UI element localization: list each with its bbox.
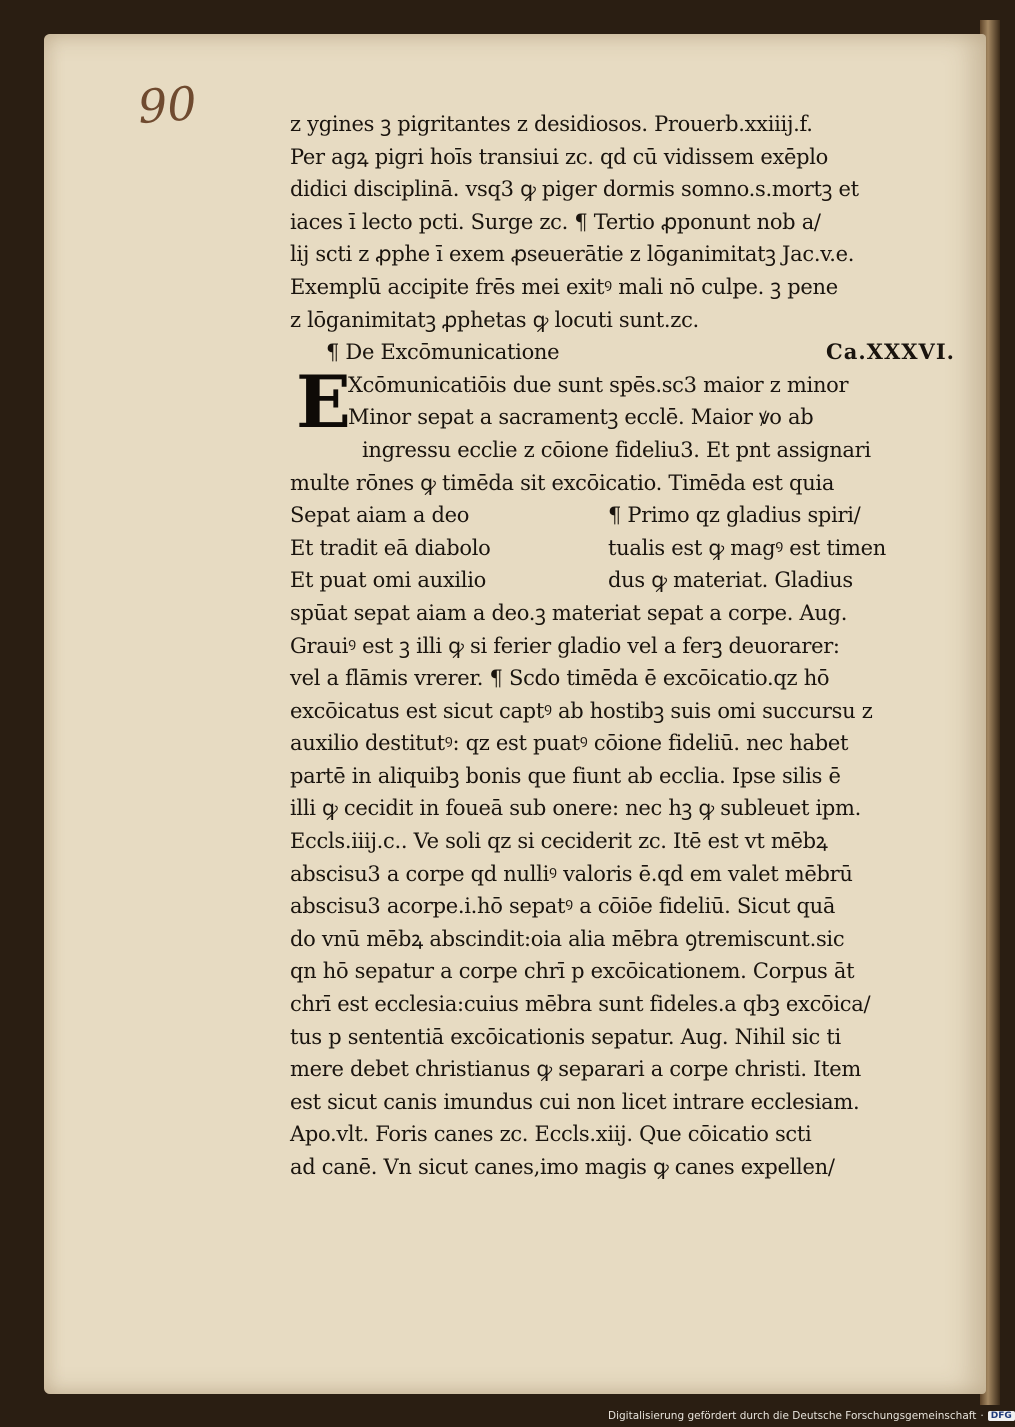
list-item: Et puat omi auxilio [290, 568, 486, 593]
list-item: Et tradit eā diabolo [290, 535, 491, 560]
text-line: vel a flāmis vrerer. ¶ Scdo timēda ē excōicatio.qz hō [290, 666, 830, 691]
text-line: multe rōnes ꝙ timēda sit excōicatio. Timēda est quia [290, 470, 835, 495]
text-line: tus p sententiā excōicationis sepatur. Aug. Nihil sic ti [290, 1024, 841, 1049]
text-line: Apo.vlt. Foris canes zc. Eccls.xiij. Que cōicatio scti [290, 1122, 812, 1147]
text-line: z lōganimitatꝫ ꝓphetas ꝙ locuti sunt.zc. [290, 307, 699, 332]
text-line: ¶ Primo qz gladius spiri/ [608, 503, 861, 528]
text-line: chrī est ecclesia:cuius mēbra sunt fideles.a qbꝫ excōica/ [290, 992, 871, 1017]
bottom-paragraph [290, 597, 955, 1184]
text-line: abscisu3 a corpe qd nulliꝰ valoris ē.qd em valet mēbrū [290, 861, 853, 886]
list-item: Sepat aiam a deo [290, 503, 470, 528]
funding-credit: Digitalisierung gefördert durch die Deutsche Forschungsgemeinschaft · DFG [608, 1410, 994, 1422]
initial-paragraph [290, 358, 955, 444]
chapter-number: Ca.XXXVI. [826, 339, 955, 365]
text-line: z ygines ꝫ pigritantes z desidiosos. Prouerb.xxiiij.f. [290, 112, 813, 136]
text-line: Minor sepat a sacramentꝫ ecclē. Maior ꝟo ab [348, 405, 814, 430]
text-line: illi ꝙ cecidit in foueā sub onere: nec hꝫ ꝙ subleuet ipm. [290, 796, 862, 821]
text-line: tualis est ꝙ magꝰ est timen [608, 535, 886, 560]
text-line: do vnū mēbꝝ abscindit:oia alia mēbra ꝯtremiscunt.sic [290, 926, 845, 951]
text-line: excōicatus est sicut captꝰ ab hostibꝫ suis omi succursu z [290, 698, 873, 723]
text-line: ad canē. Vn sicut canes,imo magis ꝙ canes expellen/ [290, 1155, 835, 1179]
text-block [290, 108, 955, 1184]
text-line: Eccls.iiij.c.. Ve soli qz si ceciderit zc. Itē est vt mēbꝝ [290, 829, 828, 854]
text-line: Grauiꝰ est ꝫ illi ꝙ si ferier gladio vel a ferꝫ deuorarer: [290, 633, 840, 658]
text-line: spūat sepat aiam a deo.ꝫ materiat sepat a corpe. Aug. [290, 600, 848, 625]
left-column [290, 499, 608, 597]
text-line: didici disciplinā. vsq3 ꝙ piger dormis somno.s.mortꝫ et [290, 177, 859, 202]
two-column-list [290, 499, 955, 597]
text-line: ingressu ecclie z cōione fideliu3. Et pnt assignari [362, 437, 871, 462]
text-line: abscisu3 acorpe.i.hō sepatꝰ a cōiōe fideliū. Sicut quā [290, 894, 836, 919]
text-line: Per agꝝ pigri hoīs transiui zc. qd cū vidissem exēplo [290, 144, 829, 169]
dfg-logo: DFG [988, 1411, 1015, 1421]
text-line: partē in aliquibꝫ bonis que fiunt ab ecclia. Ipse silis ē [290, 763, 841, 788]
decorated-initial: E [296, 358, 351, 444]
chapter-heading [290, 336, 955, 369]
text-line: iaces ī lecto pcti. Surge zc. ¶ Tertio ꝓponunt nob a/ [290, 209, 821, 234]
text-line: mere debet christianus ꝙ separari a corpe christi. Item [290, 1057, 862, 1082]
text-line: auxilio destitutꝰ: qz est puatꝰ cōione fideliū. nec habet [290, 731, 849, 756]
text-line: dus ꝙ materiat. Gladius [608, 568, 853, 593]
text-line: lij scti z ꝓphe ī exem ꝓseuerātie z lōganimitatꝫ Jac.v.e. [290, 242, 855, 267]
top-paragraph [290, 108, 955, 336]
text-line: Xcōmunicatiōis due sunt spēs.sc3 maior z minor [348, 372, 849, 397]
right-column [608, 499, 955, 597]
text-line: est sicut canis imundus cui non licet intrare ecclesiam. [290, 1089, 860, 1114]
chapter-title: ¶ De Excōmunicatione [326, 340, 560, 365]
folio-number: 90 [136, 76, 199, 134]
text-line: qn hō sepatur a corpe chrī p excōicationem. Corpus āt [290, 959, 855, 984]
text-line: Exemplū accipite frēs mei exitꝰ mali nō culpe. ꝫ pene [290, 274, 838, 299]
credit-text: Digitalisierung gefördert durch die Deutsche Forschungsgemeinschaft [608, 1410, 977, 1422]
